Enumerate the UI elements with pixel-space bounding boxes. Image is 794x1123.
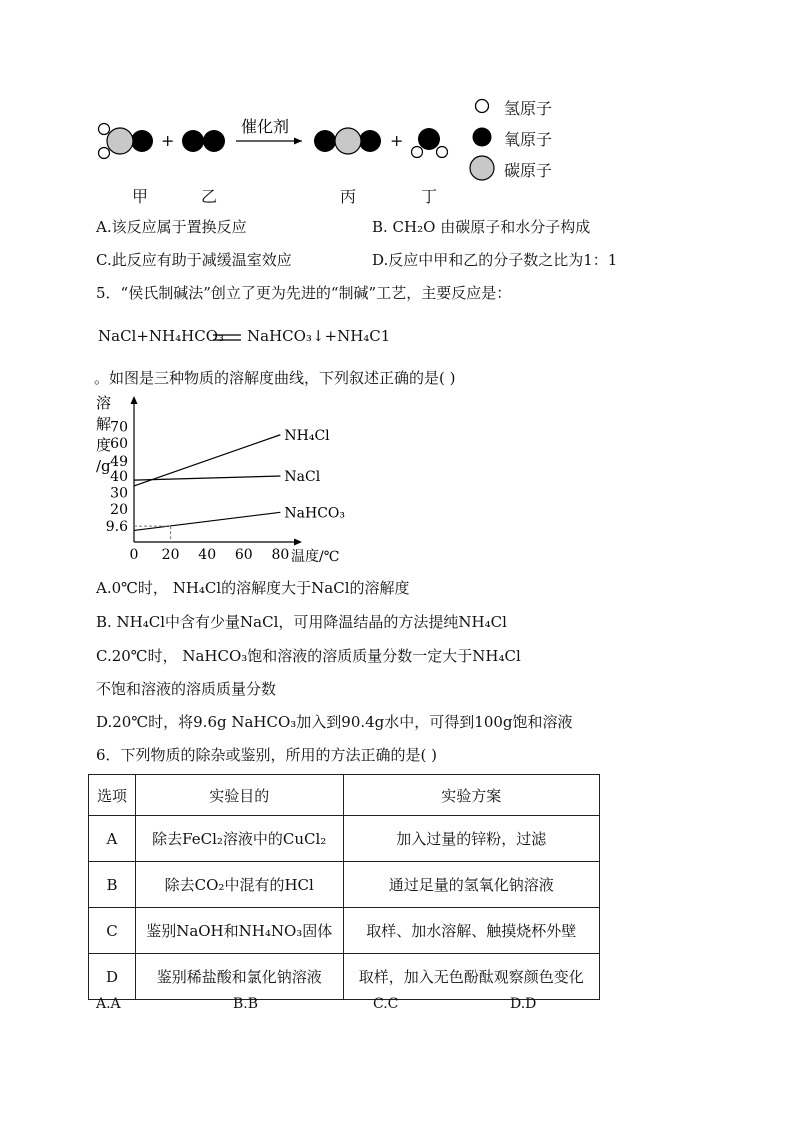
label-bing: 丙 — [340, 187, 357, 206]
q6-option-c: C.C — [373, 996, 399, 1012]
molecule-ding — [412, 128, 448, 158]
q5-option-b: B. NH₄Cl中含有少量NaCl，可用降温结晶的方法提纯NH₄Cl — [96, 613, 507, 631]
x-tick-label: 80 — [271, 547, 290, 563]
q5-option-c-line2: 不饱和溶液的溶质质量分数 — [96, 680, 277, 698]
y-axis-label: 解 — [96, 415, 112, 433]
q4-option-d: D.反应中甲和乙的分子数之比为1：1 — [372, 251, 618, 269]
table-row — [89, 908, 600, 954]
y-axis-label: /g — [96, 457, 111, 475]
oxygen-legend-icon — [473, 128, 492, 147]
series-label: NaHCO₃ — [284, 505, 346, 522]
table-row — [89, 816, 600, 862]
q6-stem: 6．下列物质的除杂或鉴别，所用的方法正确的是( ) — [96, 746, 438, 764]
row-purpose: 除去FeCl₂溶液中的CuCl₂ — [135, 816, 343, 862]
q5-stem: 5．“侯氏制碱法”创立了更为先进的“制碱”工艺，主要反应是： — [96, 284, 512, 302]
row-purpose: 鉴别稀盐酸和氯化钠溶液 — [135, 954, 343, 1000]
q5-option-a: A.0℃时， NH₄Cl的溶解度大于NaCl的溶解度 — [96, 579, 410, 597]
header-option: 选项 — [89, 775, 136, 816]
table-header-row — [89, 775, 600, 816]
row-purpose: 鉴别NaOH和NH₄NO₃固体 — [135, 908, 343, 954]
equation-equals-sign — [212, 333, 242, 343]
q5-sub-stem: 。如图是三种物质的溶解度曲线，下列叙述正确的是( ) — [94, 369, 456, 387]
x-tick-label: 40 — [198, 547, 217, 563]
experiment-table — [88, 774, 600, 1000]
row-plan: 取样，加入无色酚酞观察颜色变化 — [343, 954, 599, 1000]
header-purpose: 实验目的 — [135, 775, 343, 816]
hydrogen-legend-icon — [476, 100, 489, 113]
q5-equation-left: NaCl+NH₄HCO₃ — [98, 327, 224, 345]
series-line — [134, 512, 280, 530]
y-tick-label: 40 — [110, 469, 128, 485]
label-yi: 乙 — [201, 187, 218, 206]
q4-option-c: C.此反应有助于减缓温室效应 — [96, 251, 292, 269]
row-plan: 取样、加水溶解、触摸烧杯外壁 — [343, 908, 599, 954]
series-label: NaCl — [284, 469, 321, 485]
row-option: D — [89, 954, 136, 1000]
molecule-bing — [314, 128, 381, 154]
plus-sign-1: + — [161, 131, 175, 150]
row-plan: 通过足量的氢氧化钠溶液 — [343, 862, 599, 908]
molecule-yi — [182, 130, 225, 152]
q4-option-b: B. CH₂O 由碳原子和水分子构成 — [372, 218, 591, 236]
legend-carbon-label: 碳原子 — [504, 161, 553, 180]
header-plan: 实验方案 — [343, 775, 599, 816]
q5-option-c-line1: C.20℃时， NaHCO₃饱和溶液的溶质质量分数一定大于NH₄Cl — [96, 647, 521, 665]
y-tick-label: 70 — [110, 419, 128, 436]
q6-option-a: A.A — [96, 996, 121, 1012]
catalyst-label: 催化剂 — [241, 117, 290, 136]
q6-option-b: B.B — [233, 996, 259, 1012]
label-ding: 丁 — [421, 187, 438, 206]
y-tick-label: 9.6 — [105, 519, 128, 536]
y-tick-label: 30 — [110, 485, 128, 502]
solubility-chart — [88, 390, 378, 570]
y-tick-label: 20 — [110, 502, 128, 518]
plus-sign-2: + — [390, 131, 404, 150]
row-option: B — [89, 862, 136, 908]
y-tick-label: 60 — [110, 436, 128, 452]
legend-oxygen-label: 氧原子 — [504, 130, 553, 149]
y-tick-label: 49 — [110, 454, 128, 471]
legend-hydrogen-label: 氢原子 — [504, 99, 553, 118]
molecule-jia — [99, 124, 154, 159]
series-label: NH₄Cl — [284, 427, 330, 444]
carbon-legend-icon — [470, 156, 494, 180]
x-tick-label: 0 — [129, 547, 139, 563]
y-axis-label: 溶 — [96, 394, 112, 412]
x-tick-label: 60 — [234, 547, 253, 563]
table-row — [89, 954, 600, 1000]
y-axis-arrow — [131, 396, 138, 404]
row-purpose: 除去CO₂中混有的HCl — [135, 862, 343, 908]
y-axis-label: 度 — [96, 436, 112, 454]
x-axis-arrow — [294, 539, 302, 546]
x-axis-label: 温度/℃ — [291, 549, 340, 565]
reaction-diagram — [0, 88, 794, 188]
row-option: C — [89, 908, 136, 954]
table-row — [89, 862, 600, 908]
x-tick-label: 20 — [161, 547, 180, 563]
q6-option-d: D.D — [510, 996, 537, 1012]
row-option: A — [89, 816, 136, 862]
q5-option-d: D.20℃时，将9.6g NaHCO₃加入到90.4g水中，可得到100g饱和溶液 — [96, 713, 573, 731]
q4-option-a: A.该反应属于置换反应 — [96, 218, 247, 236]
label-jia: 甲 — [132, 187, 149, 206]
q5-equation-right: NaHCO₃↓+NH₄C1 — [247, 327, 391, 345]
row-plan: 加入过量的锌粉，过滤 — [343, 816, 599, 862]
